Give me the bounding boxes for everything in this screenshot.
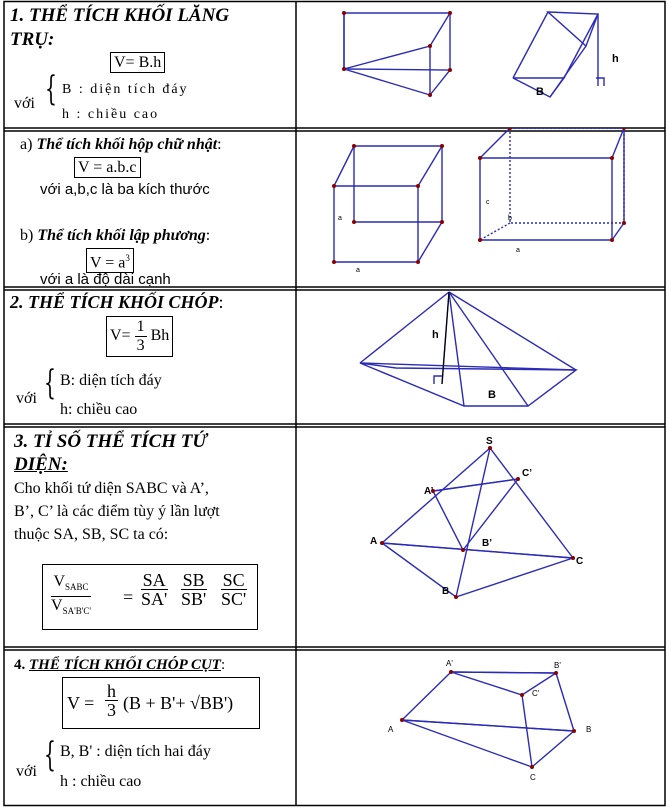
box-fig-label-a: a bbox=[516, 247, 520, 254]
pyramid-fig-label-h: h bbox=[432, 329, 439, 341]
frustum-formula: V = $\frac{h}{3}$ (B + B'+ √BB') bbox=[62, 677, 260, 729]
tetra-title-line2: DIỆN: bbox=[14, 454, 68, 475]
frustum-h-definition: h : chiều cao bbox=[60, 773, 142, 790]
prism-brace: { bbox=[45, 69, 57, 109]
prism-fig-label-h: h bbox=[612, 53, 619, 65]
prism-title-line2: TRỤ: bbox=[10, 29, 55, 50]
tetra-body-line1: Cho khối tứ diện SABC và A’, bbox=[14, 480, 209, 497]
frustum-fig-label-C1: C' bbox=[532, 689, 540, 698]
frustum-fig-label-B1: B' bbox=[554, 661, 561, 670]
prism-figures bbox=[296, 0, 666, 128]
cube-formula-exponent: 3 bbox=[125, 253, 130, 263]
tetra-fig-label-B: B bbox=[442, 586, 450, 597]
tetra-fig-label-B1: B’ bbox=[482, 538, 492, 549]
box-prefix: a) bbox=[20, 136, 33, 153]
box-title: Thể tích khối hộp chữ nhật bbox=[36, 136, 218, 153]
pyramid-brace: { bbox=[44, 363, 56, 403]
frustum-fig-label-A: A bbox=[388, 725, 394, 734]
prism-with-label: với bbox=[14, 95, 35, 112]
frustum-fig-label-A1: A' bbox=[446, 659, 453, 668]
cube-title: Thể tích khối lập phương bbox=[37, 227, 206, 244]
box-note: với a,b,c là ba kích thước bbox=[40, 181, 210, 198]
pyramid-B-definition: B: diện tích đáy bbox=[60, 372, 162, 389]
pyramid-figure bbox=[296, 288, 666, 425]
pyramid-title: 2. THỂ TÍCH KHỐI CHÓP bbox=[10, 292, 219, 312]
pyramid-formula: V= $\frac{1}{3}$ Bh bbox=[106, 316, 173, 357]
frustum-with-label: với bbox=[16, 763, 37, 780]
tetra-body-line2: B’, C’ là các điểm tùy ý lần lượt bbox=[14, 503, 220, 520]
frustum-figure bbox=[296, 648, 666, 808]
frustum-title: THỂ TÍCH KHỐI CHÓP CỤT bbox=[29, 657, 221, 673]
frustum-brace: { bbox=[44, 735, 56, 775]
frustum-fig-label-C: C bbox=[530, 773, 536, 782]
tetra-body-line3: thuộc SA, SB, SC ta có: bbox=[14, 526, 169, 543]
tetra-fig-label-A: A bbox=[370, 536, 378, 547]
tetra-fig-label-A1: A’ bbox=[424, 486, 434, 497]
tetra-fig-label-C1: C’ bbox=[522, 468, 532, 479]
cube-note: với a là độ dài cạnh bbox=[40, 271, 171, 288]
cube-formula: $V = a^3$ bbox=[86, 248, 134, 273]
pyramid-with-label: với bbox=[16, 390, 37, 407]
prism-h-definition: h : chiều cao bbox=[62, 107, 160, 122]
frustum-fig-label-B: B bbox=[586, 725, 592, 734]
cube-prefix: b) bbox=[20, 227, 34, 244]
pyramid-h-definition: h: chiều cao bbox=[60, 401, 138, 418]
tetra-fig-label-C: C bbox=[576, 556, 584, 567]
box-cube-figures bbox=[296, 128, 666, 288]
box-fig-label-c: c bbox=[486, 199, 490, 206]
tetra-fig-label-S: S bbox=[486, 436, 493, 447]
box-formula: V = a.b.c bbox=[74, 157, 141, 178]
frustum-title-number: 4. bbox=[14, 657, 26, 673]
pyramid-fig-label-B: B bbox=[488, 389, 496, 401]
prism-title-line1: 1. THỂ TÍCH KHỐI LĂNG bbox=[10, 5, 230, 26]
cube-fig-label-a-side: a bbox=[338, 215, 342, 222]
prism-B-definition: B : diện tích đáy bbox=[62, 82, 189, 97]
cube-fig-label-a-bottom: a bbox=[356, 267, 360, 274]
tetra-title-line1: 3. TỈ SỐ THỂ TÍCH TỨ bbox=[14, 431, 208, 452]
prism-fig-label-B: B bbox=[536, 86, 544, 98]
box-fig-label-b: b bbox=[508, 215, 512, 222]
frustum-B-definition: B, B' : diện tích hai đáy bbox=[60, 743, 211, 760]
tetra-figure bbox=[296, 424, 666, 648]
prism-formula: V= B.h bbox=[110, 52, 165, 73]
prism-top-face bbox=[344, 13, 450, 69]
formula-sheet: 1. THỂ TÍCH KHỐI LĂNG TRỤ: V= B.h với { B : diện tích đáy h : chiều cao B h a) Thể tích khối hộp chữ nhật: V = a.b.c với a,b,c là ba kích thước b) Thể tích khối lập phương: $V = a^3$ với a là độ dài cạnh a a c b a 2. THỂ TÍCH KHỐI CHÓP: V= $\frac{1}{3}$ Bh với { B: diện tích đáy h: chiều cao h B 3. TỈ SỐ THỂ TÍCH TỨ DIỆN: Cho khối tứ diện SABC và A’, B’, C’ là các điểm tùy ý lần lượt thuộc SA, SB, SC ta có: $V_{SABC}$ $V_{SA'B'C'}$ = $\frac{SA}{SA'}$ $\frac{SB}{SB'}$ $\frac{SC}{SC'}$ S A B C A’ B’ C’ 4. THỂ TÍCH KHỐI CHÓP CỤT: V = $\frac{h}{3}$ (B + B'+ √BB') với { B, B' : diện tích hai đáy h : chiều cao A B C A' B' C' bbox=[0, 0, 669, 808]
tetra-ratio-formula: $V_{SABC}$ $V_{SA'B'C'}$ = $\frac{SA}{SA'}$ $\frac{SB}{SB'}$ $\frac{SC}{SC'}$ bbox=[42, 564, 258, 630]
